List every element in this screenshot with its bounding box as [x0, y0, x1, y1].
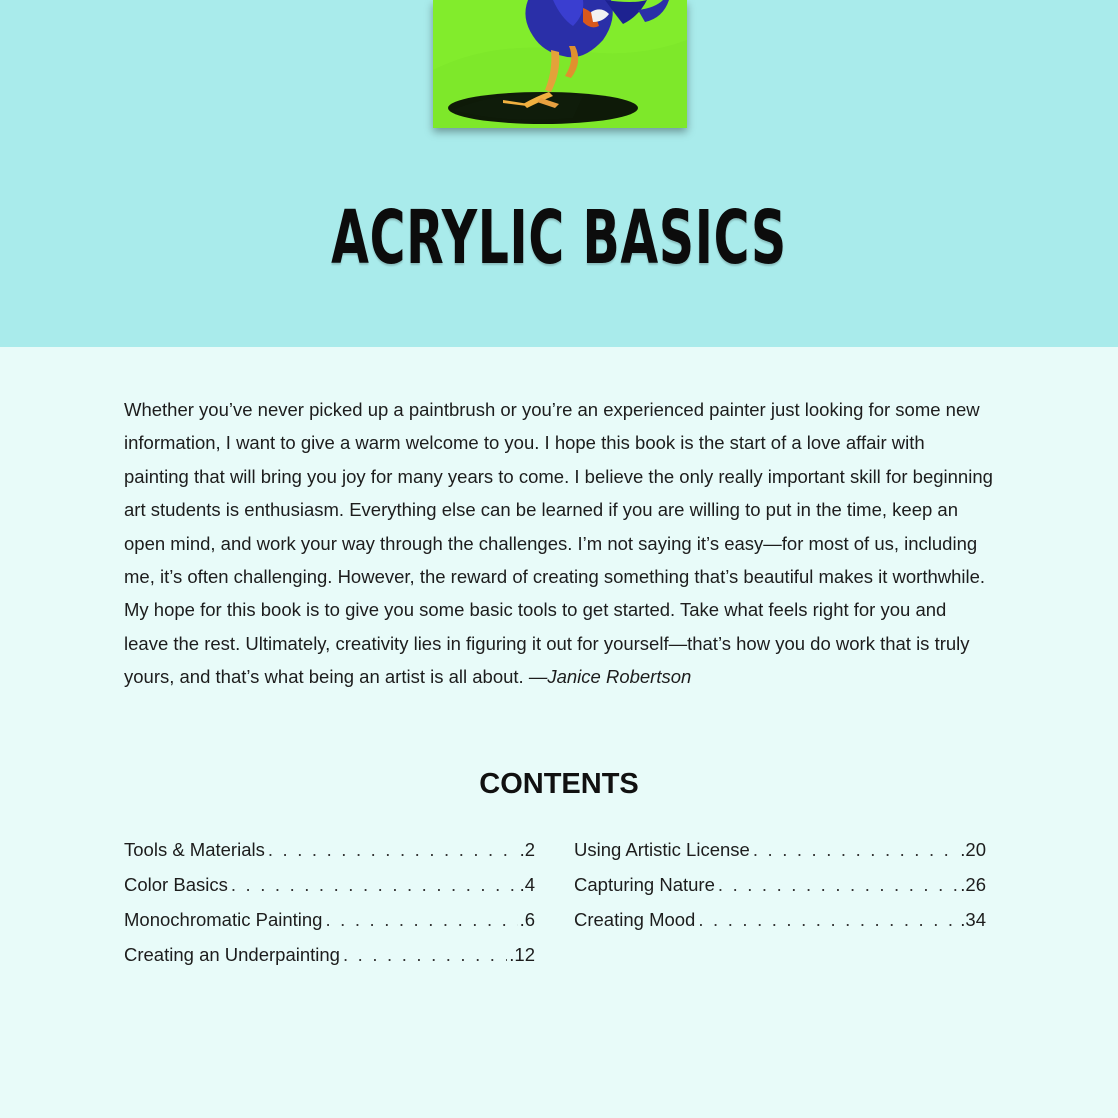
toc-dot-leader	[325, 902, 517, 937]
toc-item-page: .20	[960, 839, 986, 860]
toc-item-title: Tools & Materials	[124, 839, 265, 860]
toc-dot-leader	[718, 867, 958, 902]
toc-item-page: .34	[960, 909, 986, 930]
toc-item[interactable]	[574, 832, 986, 867]
toc-dot-leader	[343, 937, 507, 972]
toc-dot-leader	[753, 832, 958, 867]
rooster-painting-svg	[433, 0, 687, 128]
rooster-painting-image	[433, 0, 687, 128]
toc-left-column	[124, 832, 535, 972]
toc-item-page: .26	[960, 874, 986, 895]
author-signature: —Janice Robertson	[528, 666, 692, 688]
toc-item-page: .6	[519, 909, 535, 930]
toc-item[interactable]	[124, 902, 535, 937]
toc-item-title: Creating Mood	[574, 909, 696, 930]
intro-text: Whether you’ve never picked up a paintbrush or you’re an experienced painter just looking for some new information, I want to give a warm welcome to you. I hope this book is the start of a love affair with painting that will bring you joy for many years to come. I believe the only really important skill for beginning art students is enthusiasm. Everything else can be learned if you are willing to put in the time, keep an open mind, and work your way through the challenges. I’m not saying it’s easy—for most of us, including me, it’s often challenging. However, the reward of creating something that’s beautiful makes it worthwhile. My hope for this book is to give you some basic tools to get started. Take what feels right for you and leave the rest. Ultimately, creativity lies in figuring it out for yourself—that’s how you do work that is truly yours, and that’s what being an artist is all about.	[124, 399, 993, 688]
toc-item-page: .4	[519, 874, 535, 895]
toc-item-page: .12	[509, 944, 535, 965]
toc-item[interactable]	[124, 867, 535, 902]
toc-item[interactable]	[124, 937, 535, 972]
intro-paragraph	[124, 393, 994, 694]
toc-item[interactable]	[574, 902, 986, 937]
toc-item-page: .2	[519, 839, 535, 860]
toc-item-title: Monochromatic Painting	[124, 909, 323, 930]
toc-item[interactable]	[574, 867, 986, 902]
toc-right-column	[574, 832, 986, 937]
toc-item-title: Using Artistic License	[574, 839, 750, 860]
toc-dot-leader	[268, 832, 518, 867]
contents-heading: CONTENTS	[479, 768, 639, 800]
toc-dot-leader	[698, 902, 958, 937]
toc-item[interactable]	[124, 832, 535, 867]
toc-dot-leader	[231, 867, 518, 902]
book-title: ACRYLIC BASICS	[331, 195, 787, 281]
toc-item-title: Creating an Underpainting	[124, 944, 340, 965]
toc-item-title: Capturing Nature	[574, 874, 715, 895]
toc-item-title: Color Basics	[124, 874, 228, 895]
